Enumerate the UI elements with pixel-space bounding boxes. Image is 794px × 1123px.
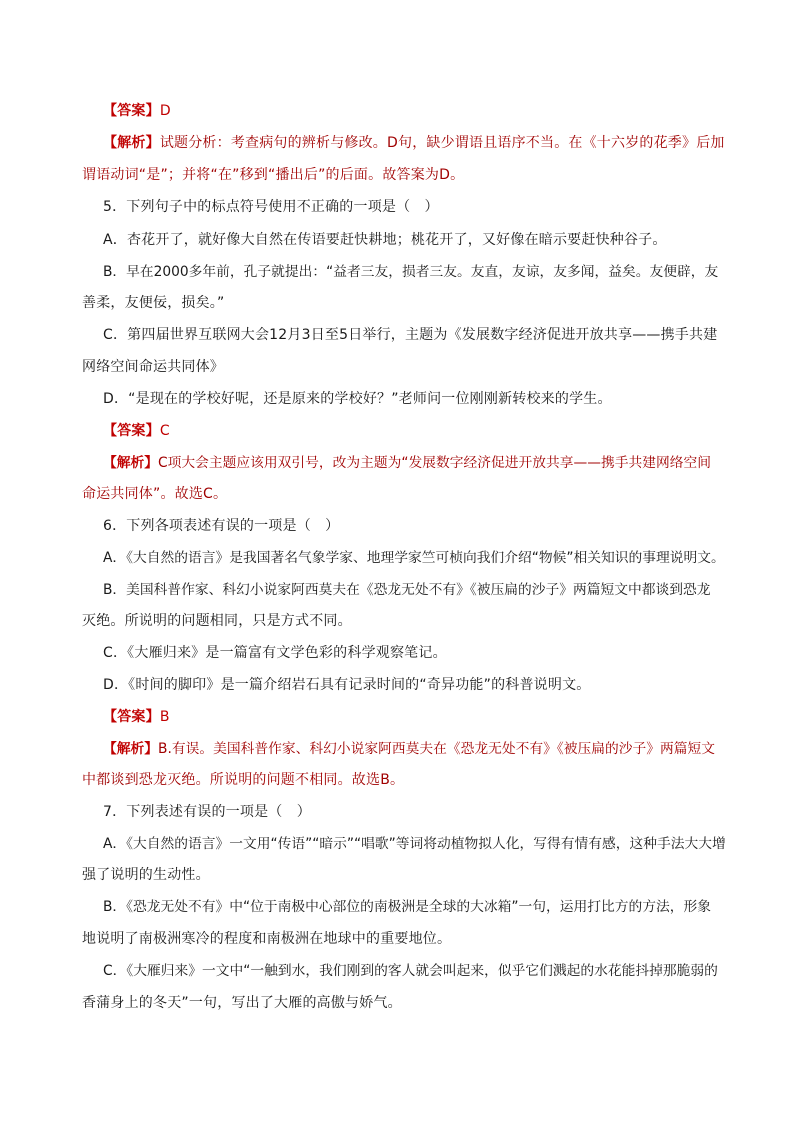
- option-7c: C．《大雁归来》一文中“一触到水，我们刚到的客人就会叫起来，似乎它们溅起的水花能抖掉那脆弱的: [103, 963, 718, 979]
- answer-line: [103, 705, 170, 729]
- analysis-line: [103, 131, 725, 155]
- question-6: 6．下列各项表述有误的一项是（ ）: [103, 518, 340, 534]
- option-5b: B．早在2000多年前，孔子就提出：“益者三友，损者三友。友直，友谅，友多闻，益矣。友便辟，友: [103, 264, 719, 280]
- analysis-line: [103, 737, 715, 761]
- option-5d: D．“是现在的学校好呢，还是原来的学校好？”老师问一位刚刚新转校来的学生。: [103, 391, 612, 407]
- answer-value: B: [159, 709, 170, 725]
- answer-line: [103, 419, 170, 443]
- analysis-continuation: 命运共同体”。故选C。: [82, 486, 228, 502]
- analysis-tag: 【解析】: [103, 455, 159, 471]
- answer-tag: 【答案】: [103, 709, 160, 725]
- option-7b: B．《恐龙无处不有》中“位于南极中心部位的南极洲是全球的大冰箱”一句，运用打比方的方法，形象: [103, 899, 712, 915]
- option-6d: D．《时间的脚印》是一篇介绍岩石具有记录时间的“奇异功能”的科普说明文。: [103, 677, 591, 693]
- analysis-text: 试题分析：考查病句的辨析与修改。D句，缺少谓语且语序不当。在《十六岁的花季》后加: [159, 135, 725, 151]
- answer-tag: 【答案】: [103, 423, 160, 439]
- option-6a: A．《大自然的语言》是我国著名气象学家、地理学家竺可桢向我们介绍“物候”相关知识的事理说明文。: [103, 550, 725, 566]
- analysis-line: [103, 451, 711, 475]
- answer-value: C: [159, 423, 170, 439]
- option-5b-continuation: 善柔，友便佞，损矣。”: [82, 295, 225, 311]
- option-7b-continuation: 地说明了南极洲寒冷的程度和南极洲在地球中的重要地位。: [82, 931, 452, 947]
- analysis-tag: 【解析】: [103, 741, 159, 757]
- analysis-text: C项大会主题应该用双引号，改为主题为“发展数字经济促进开放共享——携手共建网络空间: [158, 455, 711, 471]
- option-5a: A．杏花开了，就好像大自然在传语要赶快耕地；桃花开了，又好像在暗示要赶快种谷子。: [103, 232, 667, 248]
- option-6b: B．美国科普作家、科幻小说家阿西莫夫在《恐龙无处不有》《被压扁的沙子》两篇短文中都谈到恐龙: [103, 582, 711, 598]
- option-7a-continuation: 强了说明的生动性。: [82, 867, 210, 883]
- option-6c: C．《大雁归来》是一篇富有文学色彩的科学观察笔记。: [103, 645, 447, 661]
- option-5c-continuation: 网络空间命运共同体》: [82, 359, 224, 375]
- answer-line: [103, 99, 171, 123]
- analysis-continuation: 中都谈到恐龙灭绝。所说明的问题不相同。故选B。: [82, 772, 405, 788]
- answer-value: D: [159, 103, 171, 119]
- question-5: 5．下列句子中的标点符号使用不正确的一项是（ ）: [103, 199, 439, 215]
- option-5c: C．第四届世界互联网大会12月3日至5日举行，主题为《发展数字经济促进开放共享——携手共建: [103, 327, 718, 343]
- question-7: 7．下列表述有误的一项是（ ）: [103, 804, 311, 820]
- analysis-tag: 【解析】: [103, 135, 160, 151]
- option-7a: A．《大自然的语言》一文用“传语”“暗示”“唱歌”等词将动植物拟人化，写得有情有感，这种手法大大增: [103, 836, 726, 852]
- option-6b-continuation: 灭绝。所说明的问题相同，只是方式不同。: [82, 613, 352, 629]
- analysis-continuation: 谓语动词“是”；并将“在”移到“播出后”的后面。故答案为D。: [82, 167, 465, 183]
- analysis-text: B.有误。美国科普作家、科幻小说家阿西莫夫在《恐龙无处不有》《被压扁的沙子》两篇短文: [158, 741, 715, 757]
- option-7c-continuation: 香蒲身上的冬天”一句，写出了大雁的高傲与娇气。: [82, 995, 402, 1011]
- answer-tag: 【答案】: [103, 103, 160, 119]
